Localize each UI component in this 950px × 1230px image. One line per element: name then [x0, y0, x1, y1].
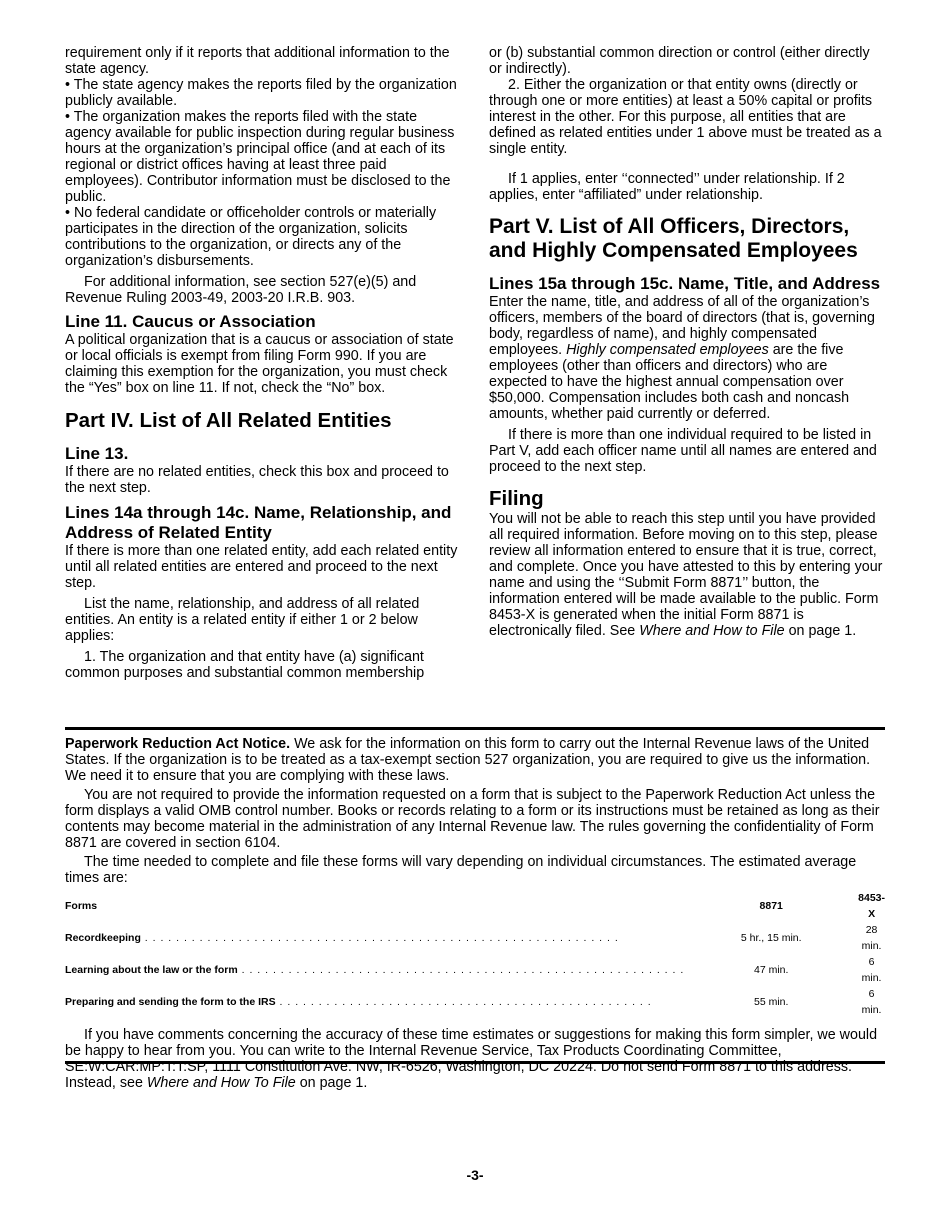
time-estimates-table: [65, 890, 885, 1018]
table-header-row: [65, 890, 885, 922]
paragraph: or (b) substantial common direction or control (either directly or indirectly).: [489, 45, 870, 77]
emphasis: Highly compensated employees: [566, 342, 769, 358]
table-cell: 47 min.: [753, 964, 789, 976]
dot-leader: . . . . . . . . . . . . . . . . . . . . . . . . . . . . . . . . . . . . . . . . . . . . . . . . . . . . . . . . . . . . .: [140, 932, 619, 944]
page-number: -3-: [466, 1167, 484, 1183]
paragraph: [65, 736, 885, 784]
paragraph: A political organization that is a caucus or association of state or local officials is exempt from filing Form 990. If you are claiming this exemption for the organization, you must check the “Yes” box on line 11. If not, check the “No” box.: [65, 332, 454, 396]
text: Enter the name, title, and address of all of the organization’s officers, members of the board of directors (that is, governing body, regardless of name), and highly compensated employees.: [489, 294, 875, 358]
paragraph: [489, 511, 884, 639]
paragraph: 1. The organization and that entity have (a) significant common purposes and substantial common membership: [65, 649, 425, 681]
table-header: 8453-X: [858, 892, 885, 920]
heading-lines-15: Lines 15a through 15c. Name, Title, and Address: [489, 274, 881, 293]
right-column: [489, 45, 884, 639]
paragraph: If there are no related entities, check this box and proceed to the next step.: [65, 464, 449, 496]
text: You will not be able to reach this step until you have provided all required information. Before moving on to this step, please review all information entered to ensure that it is true, correct, and complete. Once you have attested to this by entering your name and using the ‘‘Submit Form 8871’’ button, the information entered will be made available to the public. Form 8453-X is generated when the initial Form 8871 is electronically filed. See: [489, 511, 883, 639]
paragraph: If 1 applies, enter ‘‘connected’’ under relationship. If 2 applies, enter “affiliated” under relationship.: [489, 171, 845, 203]
row-label: Recordkeeping: [65, 932, 141, 944]
heading-filing: Filing: [489, 487, 544, 510]
heading-part-iv: Part IV. List of All Related Entities: [65, 409, 392, 432]
text: If you have comments concerning the accuracy of these time estimates or suggestions for making this form simpler, we would be happy to hear from you. You can write to the Internal Revenue Service, Tax Products Coordinating Committee, SE:W:CAR:MP:T:T:SP, 1111 Constitution Ave. NW, IR-6526, Washington, DC 20224. Do not send Form 8871 to this address. Instead, see: [65, 1027, 878, 1091]
heading-line-11: Line 11. Caucus or Association: [65, 312, 316, 331]
table-cell: 6 min.: [861, 988, 882, 1016]
table-row: [65, 954, 885, 986]
bottom-divider: [65, 1061, 885, 1064]
bullet-item: • The state agency makes the reports filed by the organization publicly available.: [65, 77, 457, 109]
text: are the five employees (other than officers and directors) who are expected to have the highest annual compensation over $50,000. Compensation includes both cash and noncash amounts, whether paid currently or deferred.: [489, 342, 850, 422]
table-cell: 28 min.: [861, 924, 882, 952]
paragraph: If there is more than one individual required to be listed in Part V, add each officer name until all names are entered and proceed to the next step.: [489, 427, 877, 475]
paperwork-reduction-notice: [65, 727, 885, 1091]
paragraph: For additional information, see section 527(e)(5) and Revenue Ruling 2003-49, 2003-20 I.R.B. 903.: [65, 274, 417, 306]
dot-leader: . . . . . . . . . . . . . . . . . . . . . . . . . . . . . . . . . . . . . . . . . . . . . . . . . . . . . . . . .: [237, 964, 685, 976]
paragraph: 2. Either the organization or that entity owns (directly or through one or more entities) at least a 50% capital or profits interest in the other. For this purpose, all entities that are defined as related entities under 1 above must be treated as a single entity.: [489, 77, 882, 157]
table-row: [65, 986, 885, 1018]
table-cell: 6 min.: [861, 956, 882, 984]
notice-title: Paperwork Reduction Act Notice.: [65, 736, 291, 752]
bullet-item: • The organization makes the reports filed with the state agency available for public inspection during regular business hours at the organization’s principal office (and at each of its regional or district offices having at least three paid employees). Contributor information must be disclosed to the public.: [65, 109, 455, 205]
paragraph: [65, 1027, 885, 1091]
text: on page 1.: [784, 623, 857, 639]
table-cell: [65, 954, 684, 986]
paragraph: [489, 294, 884, 422]
row-label: Preparing and sending the form to the IRS: [65, 996, 276, 1008]
table-header: 8871: [759, 900, 783, 912]
heading-lines-14: Lines 14a through 14c. Name, Relationship, and Address of Related Entity: [65, 503, 452, 542]
text: on page 1.: [295, 1075, 368, 1091]
paragraph: The time needed to complete and file these forms will vary depending on individual circumstances. The estimated average times are:: [65, 854, 857, 886]
bullet-item: • No federal candidate or officeholder controls or materially participates in the direction of the organization, solicits contributions to the organization, or directs any of the organization’s disbursements.: [65, 205, 437, 269]
text: We ask for the information on this form to carry out the Internal Revenue laws of the United States. If the organization is to be treated as a tax-exempt section 527 organization, you are required to give us the information. We need it to ensure that you are complying with these laws.: [65, 736, 871, 784]
paragraph: List the name, relationship, and address of all related entities. An entity is a related entity if either 1 or 2 below applies:: [65, 596, 420, 644]
emphasis: Where and How To File: [146, 1075, 296, 1091]
dot-leader: . . . . . . . . . . . . . . . . . . . . . . . . . . . . . . . . . . . . . . . . . . . . . . . .: [275, 996, 652, 1008]
left-column: [65, 45, 463, 681]
table-cell: 55 min.: [753, 996, 789, 1008]
table-cell: 5 hr., 15 min.: [740, 932, 802, 944]
table-cell: [65, 922, 684, 954]
row-label: Learning about the law or the form: [65, 964, 238, 976]
table-header: Forms: [65, 900, 98, 912]
heading-line-13: Line 13.: [65, 444, 129, 463]
emphasis: Where and How to File: [639, 623, 785, 639]
table-cell: [65, 986, 684, 1018]
paragraph: You are not required to provide the information requested on a form that is subject to the Paperwork Reduction Act unless the form displays a valid OMB control number. Books or records relating to a form or its instructions must be retained as long as their contents may become material in the administration of any Internal Revenue law. The rules governing the confidentiality of Form 8871 are covered in section 6104.: [65, 787, 880, 851]
paragraph: requirement only if it reports that additional information to the state agency.: [65, 45, 450, 77]
table-row: [65, 922, 885, 954]
paragraph: If there is more than one related entity, add each related entity until all related entities are entered and proceed to the next step.: [65, 543, 458, 591]
heading-part-v: Part V. List of All Officers, Directors, and Highly Compensated Employees: [489, 215, 858, 262]
